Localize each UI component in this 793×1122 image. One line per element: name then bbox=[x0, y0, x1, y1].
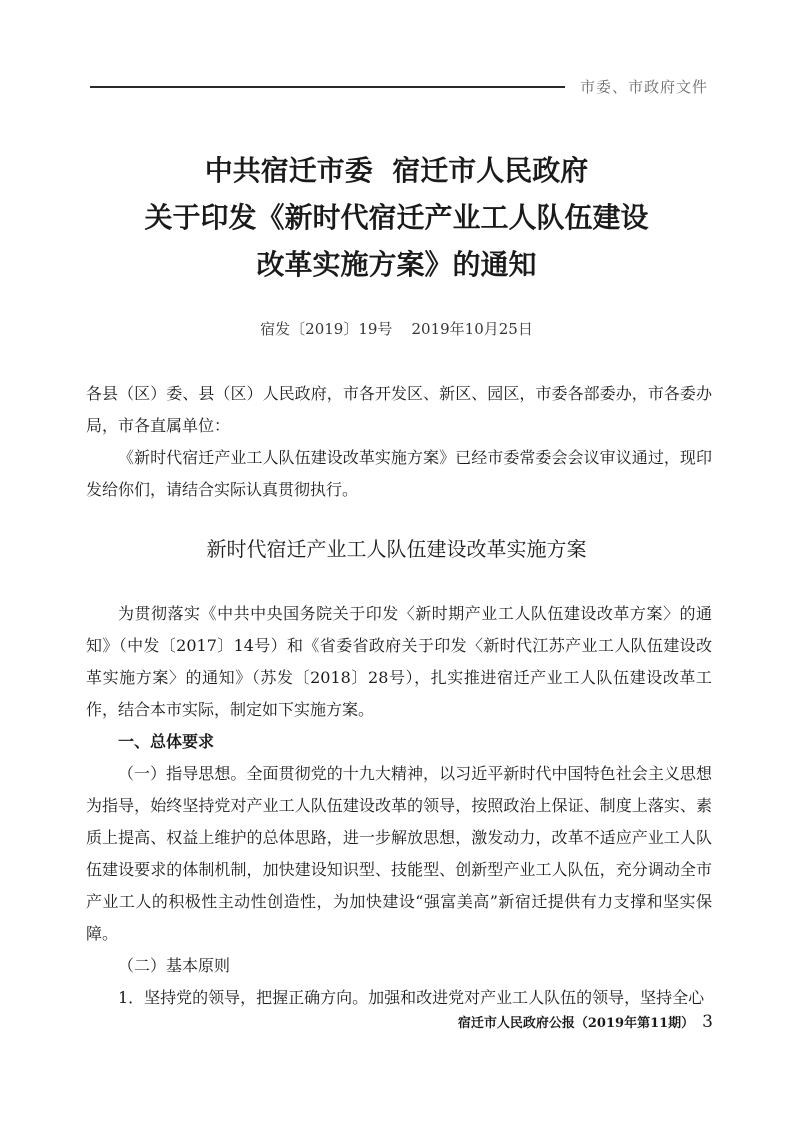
subsection-guiding-thought bbox=[86, 758, 712, 950]
header-rule bbox=[90, 86, 565, 88]
notice-block bbox=[86, 378, 712, 506]
plan-body bbox=[86, 598, 712, 1014]
principle-item-1: 1．坚持党的领导，把握正确方向。加强和改进党对产业工人队伍的领导，坚持全心 bbox=[118, 988, 705, 1007]
notice-recipients: 各县（区）委、县（区）人民政府，市各开发区、新区、园区，市委各部委办，市各委办局，市各直属单位： bbox=[86, 384, 712, 435]
document-title bbox=[0, 147, 793, 288]
subsection-text: 全面贯彻党的十九大精神，以习近平新时代中国特色社会主义思想为指导，始终坚持党对产业工人队伍建设改革的领导，按照政治上保证、制度上落实、素质上提高、权益上维护的总体思路，进一步解放思想，激发动力，改革不适应产业工人队伍建设要求的体制机制，加快建设知识型、技能型、创新型产业工人队伍，充分调动全市产业工人的积极性主动性创造性，为加快建设“强富美高”新宿迁提供有力支撑和坚实保障。 bbox=[86, 764, 712, 943]
page-footer bbox=[458, 1012, 713, 1032]
notice-body: 《新时代宿迁产业工人队伍建设改革实施方案》已经市委常委会会议审议通过，现印发给你们，请结合实际认真贯彻执行。 bbox=[86, 448, 712, 499]
section-heading: 一、总体要求 bbox=[118, 732, 215, 751]
title-line-2: 关于印发《新时代宿迁产业工人队伍建设 bbox=[144, 201, 649, 234]
document-number: 宿发〔2019〕19号 2019年10月25日 bbox=[260, 320, 533, 338]
title-line-3: 改革实施方案》的通知 bbox=[256, 248, 537, 281]
publication-name: 宿迁市人民政府公报（2019年第11期） bbox=[457, 1016, 695, 1031]
plan-intro: 为贯彻落实《中共中央国务院关于印发〈新时期产业工人队伍建设改革方案〉的通知》（中发〔2017〕14号）和《省委省政府关于印发〈新时代江苏产业工人队伍建设改革实施方案〉的通知》（苏发〔2018〕28号），扎实推进宿迁产业工人队伍建设改革工作，结合本市实际，制定如下实施方案。 bbox=[86, 604, 712, 719]
plan-title: 新时代宿迁产业工人队伍建设改革实施方案 bbox=[206, 537, 587, 561]
subsection-label: （一）指导思想。 bbox=[118, 764, 247, 783]
title-line-1: 中共宿迁市委 宿迁市人民政府 bbox=[204, 154, 589, 187]
header-section-label: 市委、市政府文件 bbox=[580, 78, 709, 96]
subsection-heading-basic-principles: （二）基本原则 bbox=[118, 956, 231, 975]
page-number: 3 bbox=[702, 1012, 713, 1032]
